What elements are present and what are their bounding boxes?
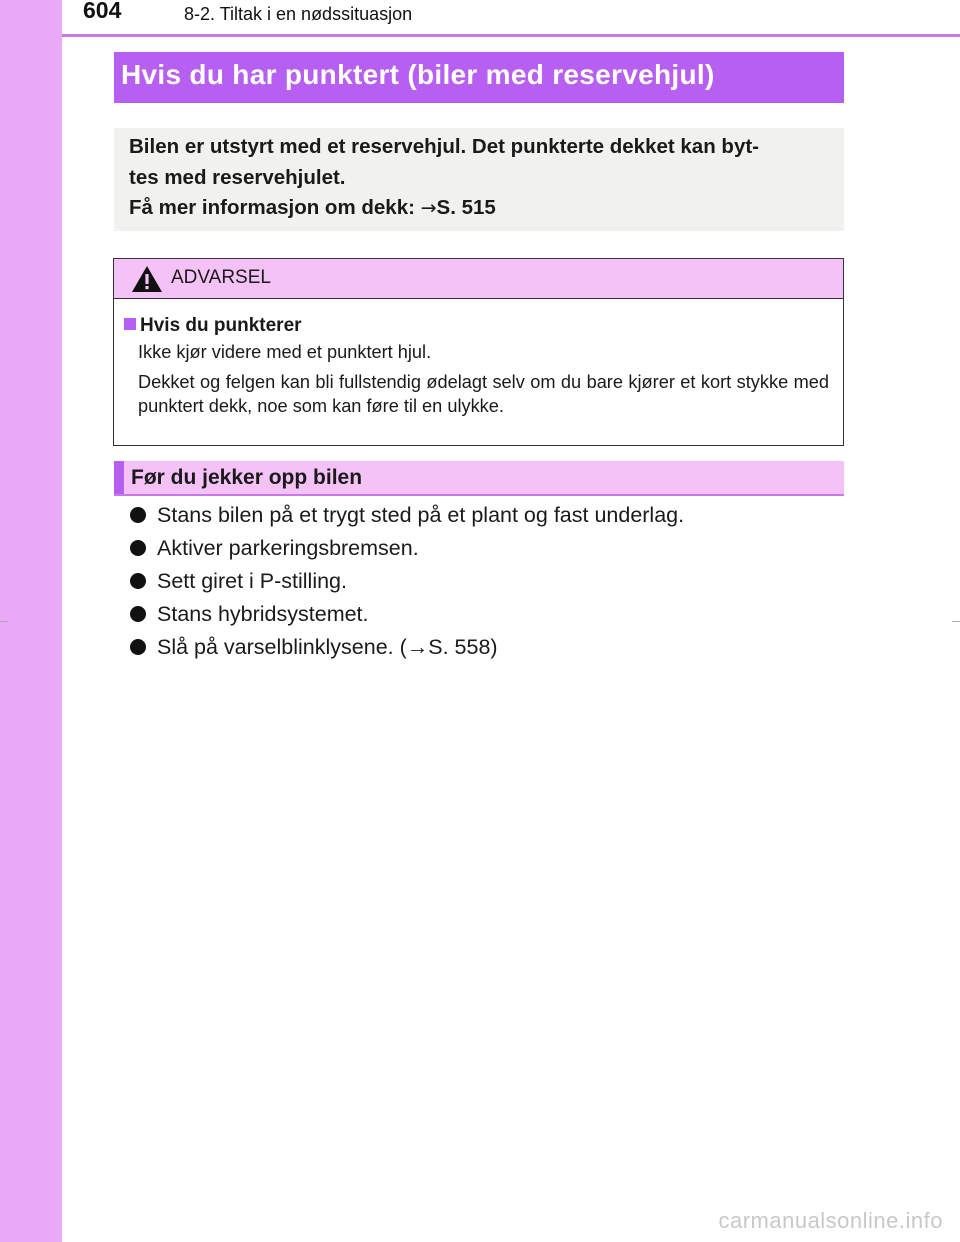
side-tab-strip [0,0,62,1242]
step-text: Stans hybridsystemet. [157,602,369,626]
intro-reference [129,193,830,224]
warning-box [113,258,844,446]
page-number: 604 [83,0,122,23]
square-bullet-icon [124,318,136,330]
chapter-title: 8-2. Tiltak i en nødssituasjon [184,4,413,24]
list-item [130,536,684,569]
crop-mark [0,621,8,622]
intro-line: Bilen er utstyrt med et reservehjul. Det punkterte dekket kan byt- [129,135,759,158]
list-item [130,503,684,536]
warning-subhead-text: Hvis du punkterer [140,315,302,336]
list-item [130,602,684,635]
warning-triangle-icon [131,265,163,293]
section-banner [114,52,844,103]
step-list [130,503,684,668]
page-reference-link[interactable]: S. 515 [436,196,496,219]
warning-subhead [124,315,829,337]
bullet-dot-icon [130,540,146,556]
intro-box [114,128,844,231]
subsection-title: Før du jekker opp bilen [131,466,363,489]
header-divider [62,34,960,37]
subsection-heading [114,461,844,496]
list-item [130,635,684,668]
bullet-dot-icon [130,606,146,622]
section-title: Hvis du har punktert (biler med reservehjul) [121,59,715,90]
step-text: Stans bilen på et trygt sted på et plant og fast underlag. [157,503,685,527]
bullet-dot-icon [130,573,146,589]
step-text: Aktiver parkeringsbremsen. [157,536,419,560]
bullet-dot-icon [130,507,146,523]
arrow-icon: → [420,197,437,219]
crop-mark [952,621,960,622]
warning-title: ADVARSEL [171,267,271,288]
subsection-accent [114,461,124,494]
bullet-dot-icon [130,639,146,655]
step-text: Sett giret i P-stilling. [157,569,347,593]
warning-body [114,315,843,424]
intro-reference-text: Få mer informasjon om dekk: [129,196,421,219]
warning-header [114,259,843,299]
warning-paragraph: Dekket og felgen kan bli fullstendig ødelagt selv om du bare kjører et kort stykke med punktert dekk, noe som kan føre til en ulykke. [138,372,829,416]
intro-line: tes med reservehjulet. [129,165,346,189]
warning-paragraph: Ikke kjør videre med et punktert hjul. [138,342,432,362]
step-text: Slå på varselblinklysene. (→S. 558) [157,635,498,659]
list-item [130,569,684,602]
watermark: carmanualsonline.info [718,1208,943,1233]
